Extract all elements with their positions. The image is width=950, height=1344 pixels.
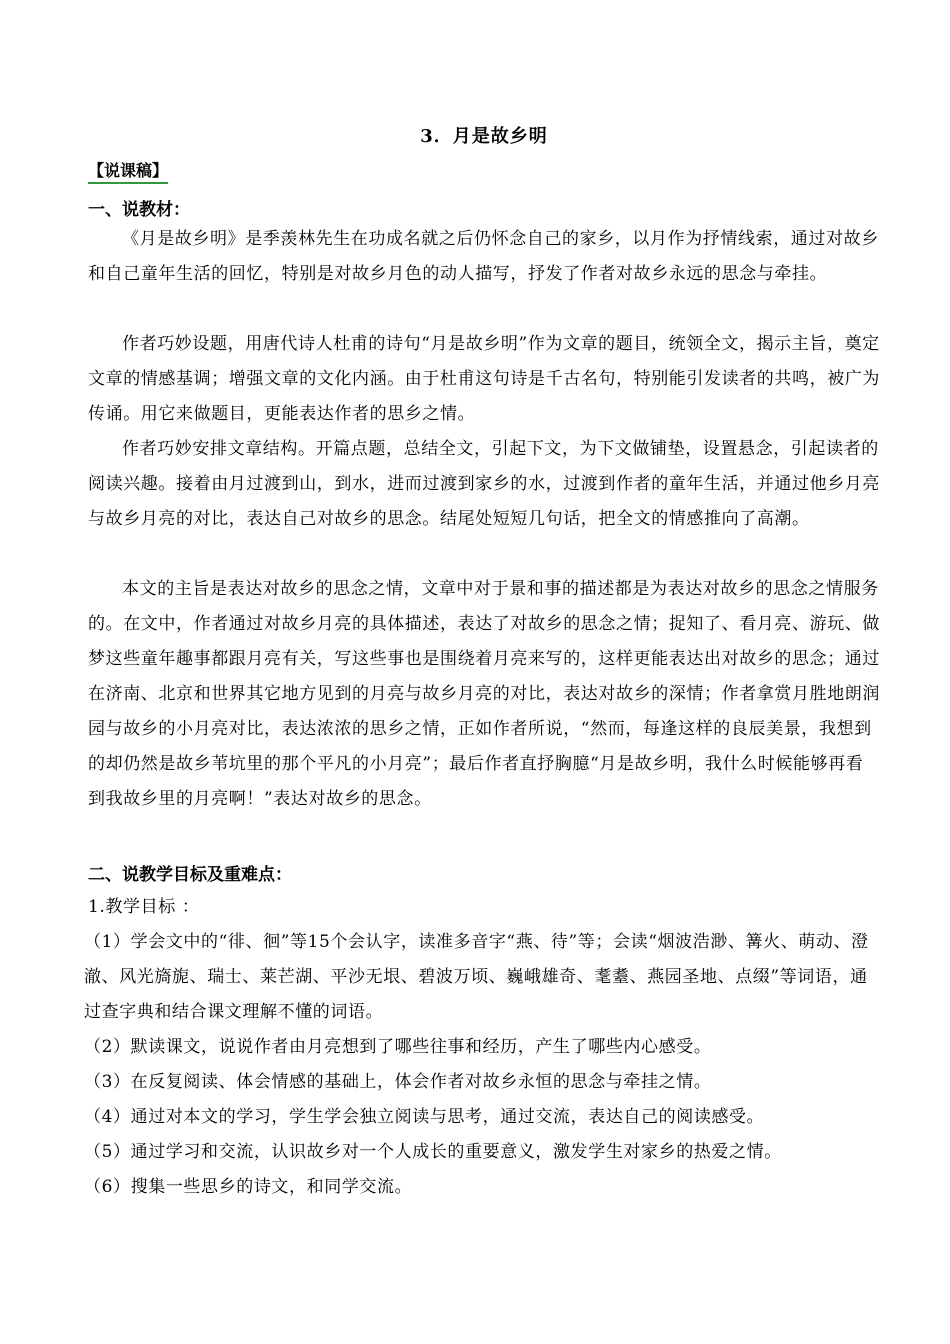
- lesson-title: 3．月是故乡明: [420, 126, 548, 147]
- paragraph-theme: 本文的主旨是表达对故乡的思念之情，文章中对于景和事的描述都是为表达对故乡的思念之情服务的。在文中，作者通过对故乡月亮的具体描述，表达了对故乡的思念之情；捉知了、看月亮、游玩、做梦这些童年趣事都跟月亮有关，写这些事也是围绕着月亮来写的，这样更能表达出对故乡的思念；通过在济南、北京和世界其它地方见到的月亮与故乡月亮的对比，表达对故乡的深情；作者拿赏月胜地朗润园与故乡的小月亮对比，表达浓浓的思乡之情，正如作者所说，“然而，每逢这样的良辰美景，我想到的却仍然是故乡苇坑里的那个平凡的小月亮”；最后作者直抒胸臆“月是故乡明，我什么时候能够再看到我故乡里的月亮啊！”表达对故乡的思念。: [88, 579, 880, 809]
- section-heading-textbook: 一、说教材：: [88, 200, 190, 220]
- goal-item-2: （2）默读课文，说说作者由月亮想到了哪些往事和经历，产生了哪些内心感受。: [84, 1037, 712, 1057]
- section-heading-goals: 二、说教学目标及重难点：: [88, 865, 292, 885]
- goal-item-6: （6）搜集一些思乡的诗文，和同学交流。: [84, 1177, 413, 1197]
- goal-item-5: （5）通过学习和交流，认识故乡对一个人成长的重要意义，激发学生对家乡的热爱之情。: [84, 1142, 782, 1162]
- paragraph-structure: 作者巧妙安排文章结构。开篇点题，总结全文，引起下文，为下文做铺垫，设置悬念，引起读者的阅读兴趣。接着由月过渡到山，到水，进而过渡到家乡的水，过渡到作者的童年生活，并通过他乡月亮与故乡月亮的对比，表达自己对故乡的思念。结尾处短短几句话，把全文的情感推向了高潮。: [88, 439, 880, 529]
- paragraph-intro: 《月是故乡明》是季羡林先生在功成名就之后仍怀念自己的家乡，以月作为抒情线索，通过对故乡和自己童年生活的回忆，特别是对故乡月色的动人描写，抒发了作者对故乡永远的思念与牵挂。: [88, 229, 879, 284]
- goal-item-4: （4）通过对本文的学习，学生学会独立阅读与思考，通过交流，表达自己的阅读感受。: [84, 1107, 765, 1127]
- document-type-tag: 【说课稿】: [88, 158, 168, 184]
- goals-label: 1.教学目标 ：: [88, 897, 200, 917]
- paragraph-title-design: 作者巧妙设题，用唐代诗人杜甫的诗句“月是故乡明”作为文章的题目，统领全文，揭示主旨，奠定文章的情感基调；增强文章的文化内涵。由于杜甫这句诗是千古名句，特别能引发读者的共鸣，被广为传诵。用它来做题目，更能表达作者的思乡之情。: [88, 334, 880, 424]
- goal-item-1: （1）学会文中的“徘、徊”等15个会认字，读准多音字“燕、待”等；会读“烟波浩渺、篝火、萌动、澄澈、风光旖旎、瑞士、莱芒湖、平沙无垠、碧波万顷、巍峨雄奇、耄耋、燕园圣地、点缀”等词语，通过查字典和结合课文理解不懂的词语。: [84, 932, 869, 1022]
- goal-item-3: （3）在反复阅读、体会情感的基础上，体会作者对故乡永恒的思念与牵挂之情。: [84, 1072, 712, 1092]
